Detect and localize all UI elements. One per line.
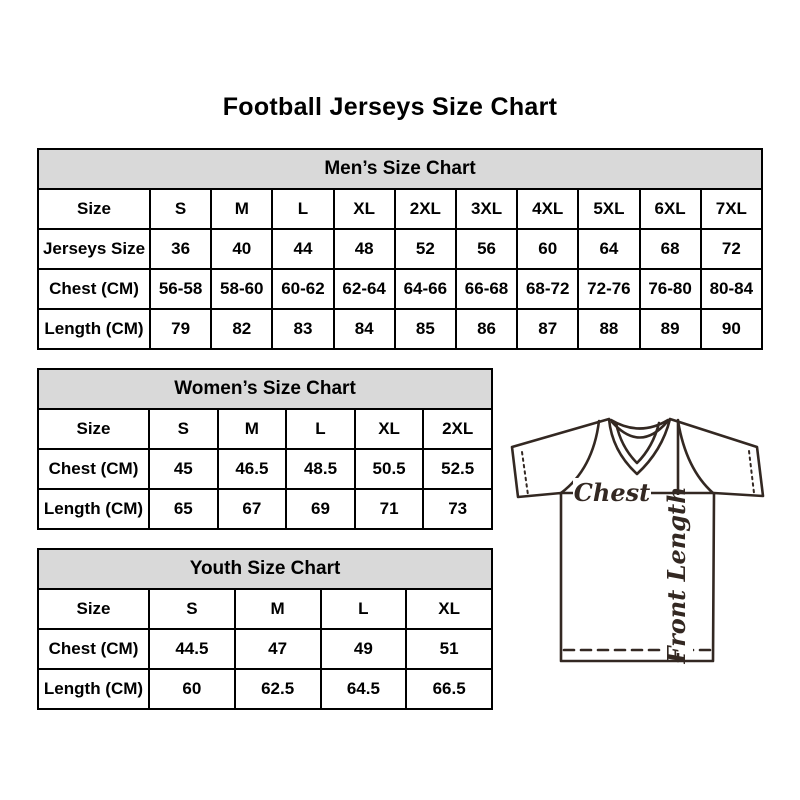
youth-size-table	[37, 548, 493, 710]
size-cell: 68-72	[517, 269, 578, 309]
size-cell: 60	[517, 229, 578, 269]
table-title: Women’s Size Chart	[38, 369, 492, 409]
right-cuff-stitch-line	[749, 451, 754, 493]
table-row	[38, 489, 492, 529]
left-cuff-stitch-line	[522, 452, 528, 495]
table-title: Men’s Size Chart	[38, 149, 762, 189]
size-cell: 85	[395, 309, 456, 349]
table-row	[38, 229, 762, 269]
size-cell: 86	[456, 309, 517, 349]
front-length-label: Front Length	[662, 486, 691, 664]
size-cell: 2XL	[395, 189, 456, 229]
size-cell: 4XL	[517, 189, 578, 229]
jersey-outline	[512, 419, 763, 661]
table-row	[38, 269, 762, 309]
size-cell: 90	[701, 309, 762, 349]
size-cell: 76-80	[640, 269, 701, 309]
size-cell: 79	[150, 309, 211, 349]
size-cell: 44	[272, 229, 333, 269]
size-cell: M	[235, 589, 321, 629]
size-cell: XL	[355, 409, 424, 449]
row-label: Length (CM)	[38, 489, 149, 529]
size-cell: 51	[406, 629, 492, 669]
table-row	[38, 409, 492, 449]
row-label: Length (CM)	[38, 669, 149, 709]
size-cell: L	[321, 589, 407, 629]
size-cell: 56-58	[150, 269, 211, 309]
size-cell: 60	[149, 669, 235, 709]
size-cell: 84	[334, 309, 395, 349]
row-label: Chest (CM)	[38, 269, 150, 309]
row-label: Chest (CM)	[38, 449, 149, 489]
size-cell: 36	[150, 229, 211, 269]
size-cell: 52	[395, 229, 456, 269]
size-cell: XL	[334, 189, 395, 229]
size-cell: 80-84	[701, 269, 762, 309]
row-label: Size	[38, 589, 149, 629]
size-cell: 46.5	[218, 449, 287, 489]
page-title: Football Jerseys Size Chart	[222, 93, 558, 121]
size-cell: 60-62	[272, 269, 333, 309]
size-cell: 47	[235, 629, 321, 669]
size-cell: 89	[640, 309, 701, 349]
size-cell: M	[218, 409, 287, 449]
size-cell: 6XL	[640, 189, 701, 229]
size-cell: 45	[149, 449, 218, 489]
size-cell: 48.5	[286, 449, 355, 489]
size-cell: M	[211, 189, 272, 229]
size-cell: 87	[517, 309, 578, 349]
row-label: Length (CM)	[38, 309, 150, 349]
size-cell: 65	[149, 489, 218, 529]
size-cell: 72-76	[578, 269, 639, 309]
size-cell: S	[149, 409, 218, 449]
row-label: Size	[38, 409, 149, 449]
table-row	[38, 629, 492, 669]
size-cell: 48	[334, 229, 395, 269]
row-label: Chest (CM)	[38, 629, 149, 669]
size-cell: 40	[211, 229, 272, 269]
size-cell: XL	[406, 589, 492, 629]
size-cell: 62-64	[334, 269, 395, 309]
table-title: Youth Size Chart	[38, 549, 492, 589]
size-cell: 83	[272, 309, 333, 349]
size-cell: 56	[456, 229, 517, 269]
size-cell: 64.5	[321, 669, 407, 709]
jersey-measurement-diagram	[504, 403, 784, 681]
size-cell: L	[286, 409, 355, 449]
table-row	[38, 669, 492, 709]
size-cell: 68	[640, 229, 701, 269]
size-cell: 82	[211, 309, 272, 349]
size-cell: 7XL	[701, 189, 762, 229]
size-cell: L	[272, 189, 333, 229]
size-cell: 62.5	[235, 669, 321, 709]
size-cell: 64-66	[395, 269, 456, 309]
table-row	[38, 589, 492, 629]
size-cell: 50.5	[355, 449, 424, 489]
size-cell: 58-60	[211, 269, 272, 309]
size-cell: 69	[286, 489, 355, 529]
size-cell: 66.5	[406, 669, 492, 709]
row-label: Jerseys Size	[38, 229, 150, 269]
row-label: Size	[38, 189, 150, 229]
mens-size-table	[37, 148, 763, 350]
size-cell: S	[149, 589, 235, 629]
table-row	[38, 189, 762, 229]
size-cell: 71	[355, 489, 424, 529]
size-cell: 2XL	[423, 409, 492, 449]
size-cell: 73	[423, 489, 492, 529]
size-cell: 67	[218, 489, 287, 529]
size-cell: 52.5	[423, 449, 492, 489]
size-cell: 44.5	[149, 629, 235, 669]
size-cell: 3XL	[456, 189, 517, 229]
chest-label: Chest	[573, 478, 651, 507]
womens-size-table	[37, 368, 493, 530]
size-cell: 66-68	[456, 269, 517, 309]
size-cell: S	[150, 189, 211, 229]
size-cell: 72	[701, 229, 762, 269]
size-cell: 5XL	[578, 189, 639, 229]
size-cell: 88	[578, 309, 639, 349]
table-row	[38, 449, 492, 489]
table-row	[38, 309, 762, 349]
size-cell: 64	[578, 229, 639, 269]
size-cell: 49	[321, 629, 407, 669]
